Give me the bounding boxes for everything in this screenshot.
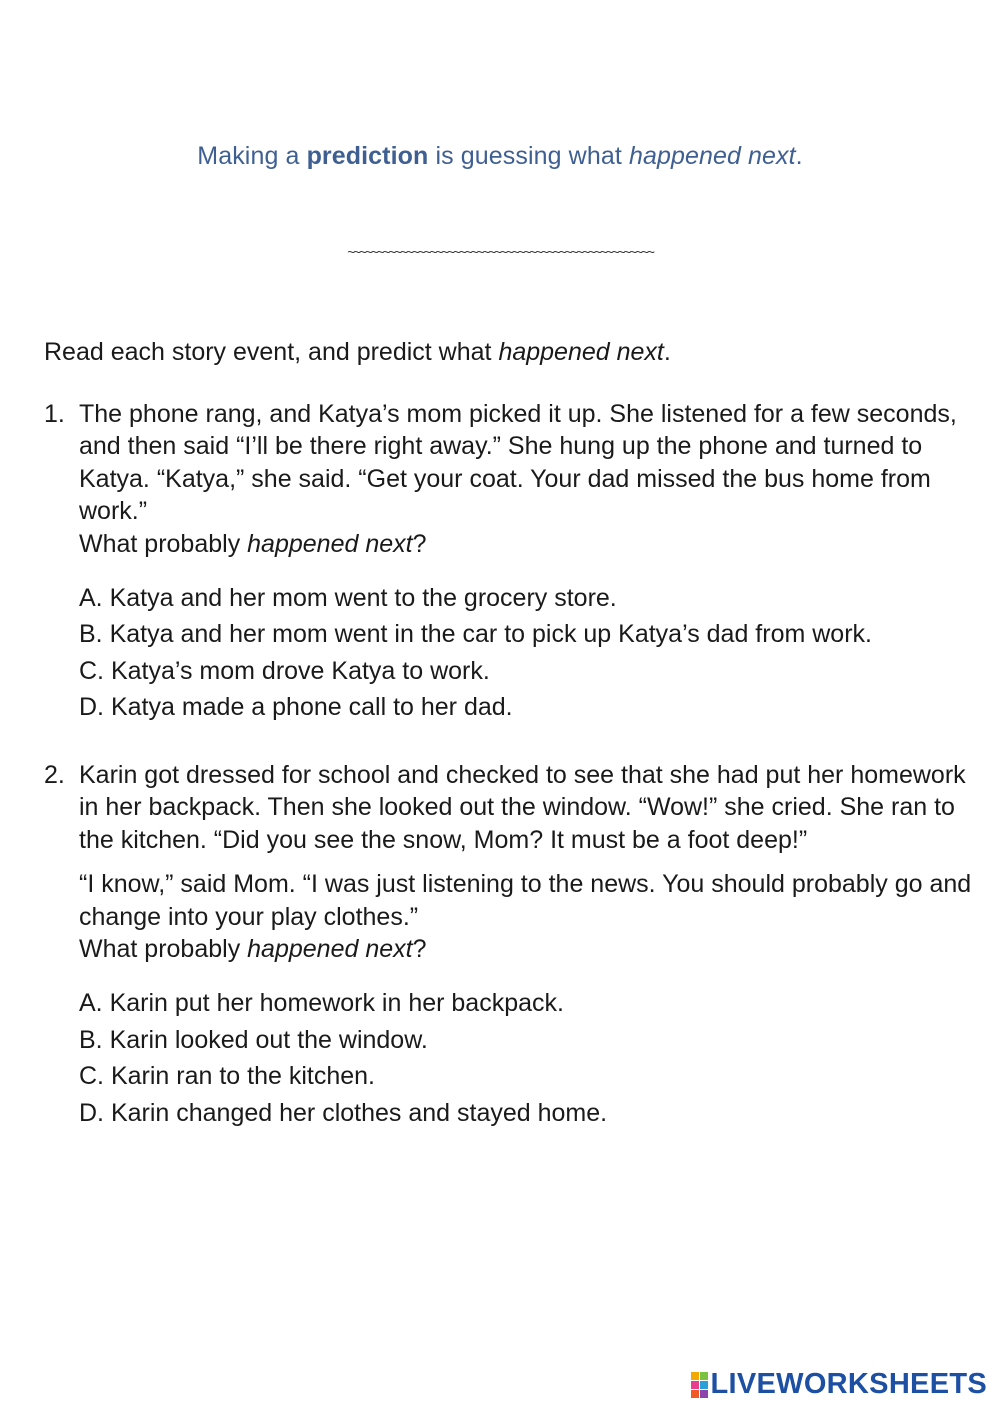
question-number: 1. xyxy=(44,400,65,428)
instruction-suffix: . xyxy=(663,338,671,366)
option-c[interactable]: C. Karin ran to the kitchen. xyxy=(79,1062,375,1091)
prompt-suffix: ? xyxy=(412,529,427,558)
definition-middle: is guessing what xyxy=(428,142,629,170)
answer-options xyxy=(79,580,984,726)
option-d[interactable]: D. Karin changed her clothes and stayed home. xyxy=(79,1098,608,1127)
story-paragraph: “I know,” said Mom. “I was just listening to the news. You should probably go and change into your play clothes.” xyxy=(79,870,972,931)
instruction-prefix: Read each story event, and predict what xyxy=(44,338,499,366)
answer-options xyxy=(79,985,984,1131)
prompt-italic: happened next xyxy=(247,529,413,558)
definition-bold-term: prediction xyxy=(306,142,429,170)
option-d[interactable]: D. Katya made a phone call to her dad. xyxy=(79,693,513,722)
option-b[interactable]: B. Karin looked out the window. xyxy=(79,1025,428,1054)
definition-prefix: Making a xyxy=(197,142,307,170)
prompt-italic: happened next xyxy=(247,935,413,964)
definition-suffix: . xyxy=(795,142,803,170)
option-a[interactable]: A. Katya and her mom went to the grocery store. xyxy=(79,584,617,613)
instruction-italic: happened next xyxy=(498,338,664,366)
prompt-prefix: What probably xyxy=(79,529,248,558)
question-number: 2. xyxy=(44,761,65,789)
prompt-suffix: ? xyxy=(412,935,427,964)
option-a[interactable]: A. Karin put her homework in her backpack. xyxy=(79,989,564,1018)
definition-italic: happened next xyxy=(628,142,796,170)
logo-mark-icon xyxy=(691,1372,708,1398)
liveworksheets-logo xyxy=(691,1368,988,1401)
prompt-prefix: What probably xyxy=(79,935,248,964)
logo-text: LIVEWORKSHEETS xyxy=(710,1368,987,1400)
question-body xyxy=(79,759,984,965)
question-1 xyxy=(44,398,984,726)
story-paragraph: Karin got dressed for school and checked to see that she had put her homework in her backpack. Then she looked out the window. “Wow!” she cried. She ran to the kitchen. “Did you see the snow, Mom? It must be a foot deep!” xyxy=(79,761,966,854)
story-paragraph: The phone rang, and Katya’s mom picked it up. She listened for a few seconds, and then said “I’ll be there right away.” She hung up the phone and turned to Katya. “Katya,” she said. “Get your coat. Your dad missed the bus home from work.” xyxy=(79,400,957,526)
question-prompt xyxy=(79,528,984,560)
question-prompt xyxy=(79,933,984,965)
question-2 xyxy=(44,759,984,1131)
definition-line xyxy=(0,142,1000,171)
option-c[interactable]: C. Katya’s mom drove Katya to work. xyxy=(79,656,490,685)
instruction-line xyxy=(44,336,671,368)
option-b[interactable]: B. Katya and her mom went in the car to pick up Katya’s dad from work. xyxy=(79,620,872,649)
tilde-divider: ~~~~~~~~~~~~~~~~~~~~~~~~~~~~~~~~~~~~~~~~~~~~~~~~~~~~ xyxy=(347,244,653,260)
question-body xyxy=(79,398,984,560)
